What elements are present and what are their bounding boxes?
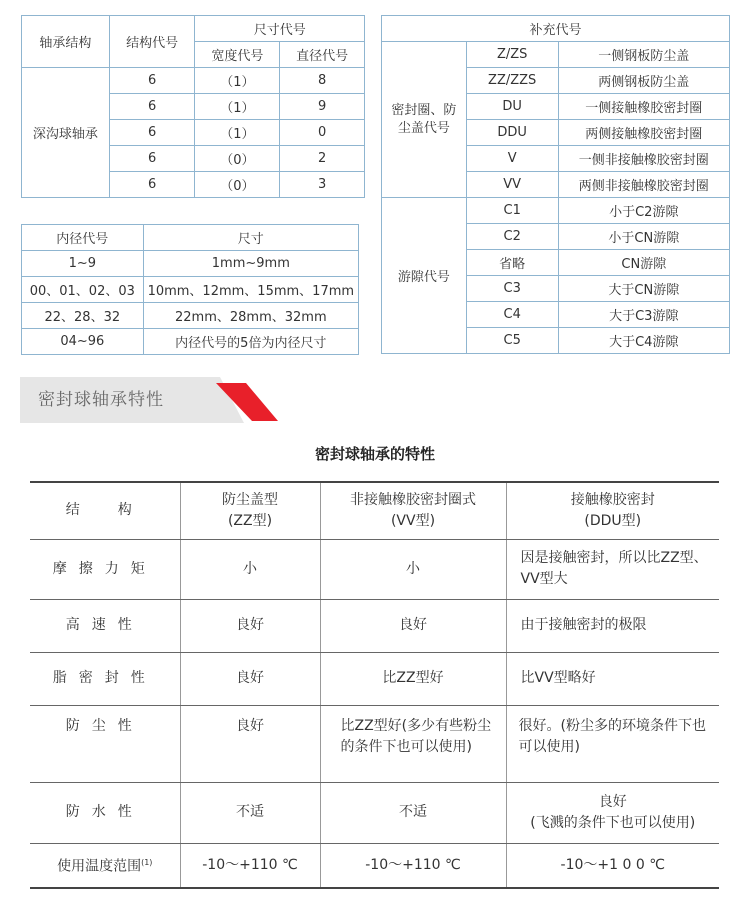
table-row — [382, 198, 730, 224]
cell-zz: 小 — [180, 539, 320, 599]
diameter-cell: 9 — [280, 94, 365, 120]
code-cell: DDU — [466, 120, 558, 146]
desc-cell: 两侧接触橡胶密封圈 — [558, 120, 729, 146]
cell-vv: 良好 — [320, 599, 506, 652]
code-cell: C3 — [466, 276, 558, 302]
header-non-contact-seal-type — [320, 482, 506, 539]
cell-ddu-note: (飞溅的条件下也可以使用) — [530, 814, 696, 831]
supplementary-code-table — [381, 15, 730, 354]
cell-ddu — [506, 782, 719, 843]
desc-cell: CN游隙 — [558, 250, 729, 276]
cell-vv: 比ZZ型好 — [320, 652, 506, 705]
cell-zz: 良好 — [180, 599, 320, 652]
cell-ddu: 很好。(粉尘多的环境条件下也可以使用) — [506, 705, 719, 782]
desc-cell: 大于CN游隙 — [558, 276, 729, 302]
table-row — [22, 251, 359, 277]
diameter-cell: 3 — [280, 172, 365, 198]
code-cell: 04~96 — [22, 329, 144, 355]
structure-cell: 6 — [109, 146, 195, 172]
desc-cell: 一侧钢板防尘盖 — [558, 42, 729, 68]
width-cell: （1） — [195, 68, 280, 94]
cell-vv: 比ZZ型好(多少有些粉尘的条件下也可以使用) — [320, 705, 506, 782]
cell-zz: 不适 — [180, 782, 320, 843]
width-cell: （1） — [195, 94, 280, 120]
table-row — [22, 68, 365, 94]
diameter-cell: 2 — [280, 146, 365, 172]
header-structure: 结 构 — [30, 482, 180, 539]
desc-cell: 一侧非接触橡胶密封圈 — [558, 146, 729, 172]
header-size: 尺寸 — [143, 225, 358, 251]
cell-zz: -10～+110 ℃ — [180, 843, 320, 888]
table-row — [22, 329, 359, 355]
structure-code-table — [21, 15, 365, 198]
table-row — [22, 303, 359, 329]
code-cell: C5 — [466, 328, 558, 354]
footnote-marker: (1) — [141, 858, 153, 868]
header-dust-cover-type — [180, 482, 320, 539]
table-row — [382, 42, 730, 68]
width-cell: （0） — [195, 172, 280, 198]
header-structure-code: 结构代号 — [109, 16, 195, 68]
cell-ddu: 比VV型略好 — [506, 652, 719, 705]
table-row — [30, 599, 719, 652]
structure-cell: 6 — [109, 94, 195, 120]
seal-group-label: 密封圈、防尘盖代号 — [382, 42, 467, 198]
code-cell: 省略 — [466, 250, 558, 276]
diameter-cell: 0 — [280, 120, 365, 146]
desc-cell: 大于C4游隙 — [558, 328, 729, 354]
table-row — [22, 277, 359, 303]
cell-zz: 良好 — [180, 652, 320, 705]
header-width-code: 宽度代号 — [195, 42, 280, 68]
structure-cell: 6 — [109, 68, 195, 94]
code-cell: 22、28、32 — [22, 303, 144, 329]
row-label-high-speed: 高速性 — [30, 599, 180, 652]
header-contact-seal-type — [506, 482, 719, 539]
structure-cell: 6 — [109, 120, 195, 146]
code-cell: 1~9 — [22, 251, 144, 277]
header-bearing-structure: 轴承结构 — [22, 16, 110, 68]
clearance-group-label: 游隙代号 — [382, 198, 467, 354]
row-label-temperature-range — [30, 843, 180, 888]
desc-cell: 两侧钢板防尘盖 — [558, 68, 729, 94]
sealed-bearing-features-table — [30, 481, 719, 889]
table-row — [30, 705, 719, 782]
cell-ddu: -10～+1 0 0 ℃ — [506, 843, 719, 888]
code-cell: VV — [466, 172, 558, 198]
table-row — [30, 843, 719, 888]
header-diameter-code: 直径代号 — [280, 42, 365, 68]
header-supplementary: 补充代号 — [382, 16, 730, 42]
header-col3-title: 接触橡胶密封 — [570, 491, 655, 508]
cell-zz: 良好 — [180, 705, 320, 782]
diameter-cell: 8 — [280, 68, 365, 94]
features-table-title: 密封球轴承的特性 — [314, 445, 435, 463]
section-title: 密封球轴承特性 — [38, 390, 164, 410]
code-cell: C2 — [466, 224, 558, 250]
header-col1-title: 防尘盖型 — [222, 491, 278, 508]
code-cell: ZZ/ZZS — [466, 68, 558, 94]
inner-diameter-table — [21, 224, 359, 355]
width-cell: （1） — [195, 120, 280, 146]
table-row — [30, 539, 719, 599]
structure-cell: 6 — [109, 172, 195, 198]
cell-vv: 小 — [320, 539, 506, 599]
bearing-type: 深沟球轴承 — [22, 68, 110, 198]
header-col2-subtitle: (VV型) — [390, 512, 436, 529]
row-label-grease-sealing: 脂密封性 — [30, 652, 180, 705]
desc-cell: 一侧接触橡胶密封圈 — [558, 94, 729, 120]
desc-cell: 小于C2游隙 — [558, 198, 729, 224]
cell-ddu: 由于接触密封的极限 — [506, 599, 719, 652]
table-row — [30, 782, 719, 843]
desc-cell: 大于C3游隙 — [558, 302, 729, 328]
row-label-dust-proof: 防尘性 — [30, 705, 180, 782]
cell-ddu-value: 良好 — [598, 793, 627, 810]
size-cell: 10mm、12mm、15mm、17mm — [143, 277, 358, 303]
width-cell: （0） — [195, 146, 280, 172]
desc-cell: 小于CN游隙 — [558, 224, 729, 250]
cell-ddu: 因是接触密封，所以比ZZ型、VV型大 — [506, 539, 719, 599]
row-label-friction-torque: 摩擦力矩 — [30, 539, 180, 599]
code-cell: V — [466, 146, 558, 172]
code-cell: Z/ZS — [466, 42, 558, 68]
size-cell: 内径代号的5倍为内径尺寸 — [143, 329, 358, 355]
row-label-water-proof: 防水性 — [30, 782, 180, 843]
table-row — [30, 652, 719, 705]
temp-label: 使用温度范围 — [57, 859, 142, 876]
code-cell: C1 — [466, 198, 558, 224]
cell-vv: -10～+110 ℃ — [320, 843, 506, 888]
size-cell: 1mm~9mm — [143, 251, 358, 277]
desc-cell: 两侧非接触橡胶密封圈 — [558, 172, 729, 198]
header-inner-code: 内径代号 — [22, 225, 144, 251]
header-col2-title: 非接触橡胶密封圈式 — [350, 491, 476, 508]
code-cell: C4 — [466, 302, 558, 328]
size-cell: 22mm、28mm、32mm — [143, 303, 358, 329]
header-col3-subtitle: (DDU型) — [584, 512, 642, 529]
header-col1-subtitle: (ZZ型) — [227, 512, 273, 529]
header-size-code: 尺寸代号 — [195, 16, 365, 42]
code-cell: DU — [466, 94, 558, 120]
cell-vv: 不适 — [320, 782, 506, 843]
code-cell: 00、01、02、03 — [22, 277, 144, 303]
